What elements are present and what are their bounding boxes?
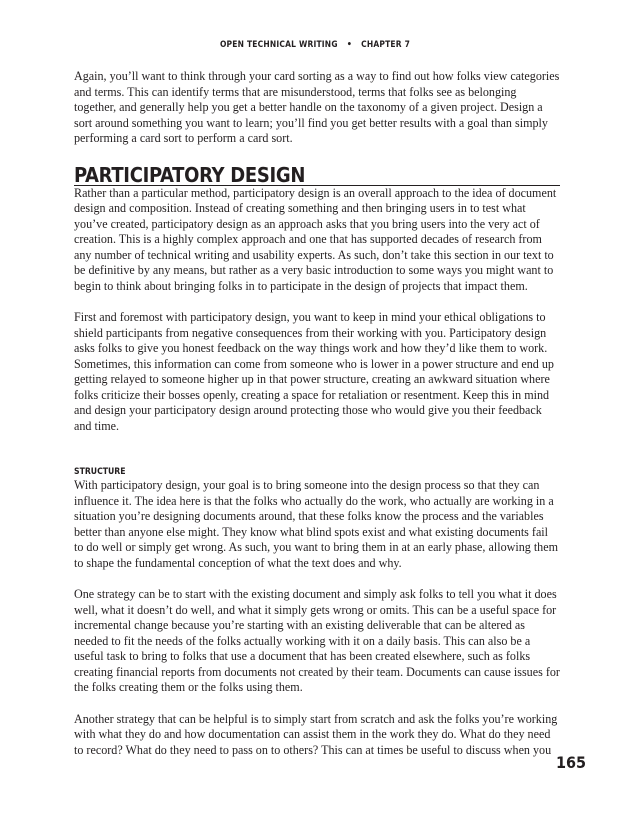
paragraph-spacer xyxy=(74,294,560,310)
section-paragraph-2: First and foremost with participatory design, you want to keep in mind your ethical obligations to shield participants from negative consequences from their working with you. Participatory design asks folks to give you honest feedback on the way things work and how they’d like them to work. Sometimes, this information can come from someone who is lower in a power structure and end up getting relayed to someone higher up in that power structure, creating an awkward situation where folks criticize their bosses openly, creating a space for retaliation or resentment. Keep this in mind and design your participatory design around protecting those who would give you their feedback and time. xyxy=(74,310,554,433)
subsection-paragraph-1: With participatory design, your goal is to bring someone into the design process so that they can influence it. The idea here is that the folks who actually do the work, who actually are working in a situation you’re designing documents around, that these folks know the process and the variables better than anyone else might. They know what blind spots exist and what existing documents fail to do well or simply get wrong. As such, you want to bring them in at an early phase, allowing them to shape the fundamental conception of what the text does and why. xyxy=(74,478,559,570)
running-header xyxy=(0,39,630,50)
paragraph-spacer xyxy=(74,696,560,712)
subsection-paragraph-2: One strategy can be to start with the existing document and simply ask folks to tell you what it does well, what it doesn’t do well, and what it simply gets wrong or omits. This can be a useful space for incremental change because you’re starting with an existing deliverable that can be altered as needed to fit the needs of the folks actually working with it on a daily basis. This can also be a useful task to bring to folks that use a document that has been created elsewhere, such as folks creating financial reports from documents not created by their team. Documents can cause issues for the folks creating them or the folks using them. xyxy=(74,587,560,694)
section-heading: PARTICIPATORY DESIGN xyxy=(74,165,560,186)
book-title: OPEN TECHNICAL WRITING xyxy=(219,39,338,49)
section-spacer xyxy=(74,434,560,466)
paragraph-spacer xyxy=(74,571,560,587)
intro-paragraph: Again, you’ll want to think through your card sorting as a way to find out how folks view categories and terms. This can identify terms that are misunderstood, terms that folks see as belonging together, and generally help you get a better handle on the taxonomy of a given project. Design a sort around something you want to learn; you’ll find you get better results with a goal than simply performing a card sort to perform a card sort. xyxy=(74,69,560,145)
section-paragraph-1: Rather than a particular method, participatory design is an overall approach to the idea of document design and composition. Instead of creating something and then bringing users in to test what you’ve created, participatory design as an approach asks that you bring users into the very act of creation. This is a highly complex approach and one that has supported decades of research from any number of technical writing and usability experts. As such, don’t take this section in our text to be definitive by any means, but rather as a very basic introduction to some ways you might want to begin to think about bringing folks in to participate in the design of projects that impact them. xyxy=(74,185,557,293)
subsection-heading: STRUCTURE xyxy=(74,467,126,477)
subsection-paragraph-3: Another strategy that can be helpful is to simply start from scratch and ask the folks you’re working with what they do and how documentation can assist them in the work they do. What do they need to record? What do they need to pass on to others? This can at times be useful to discuss when you xyxy=(74,711,558,757)
header-separator: • xyxy=(346,40,353,50)
page-number: 165 xyxy=(555,753,586,772)
page-body xyxy=(74,69,560,758)
chapter-label: CHAPTER 7 xyxy=(361,39,411,49)
